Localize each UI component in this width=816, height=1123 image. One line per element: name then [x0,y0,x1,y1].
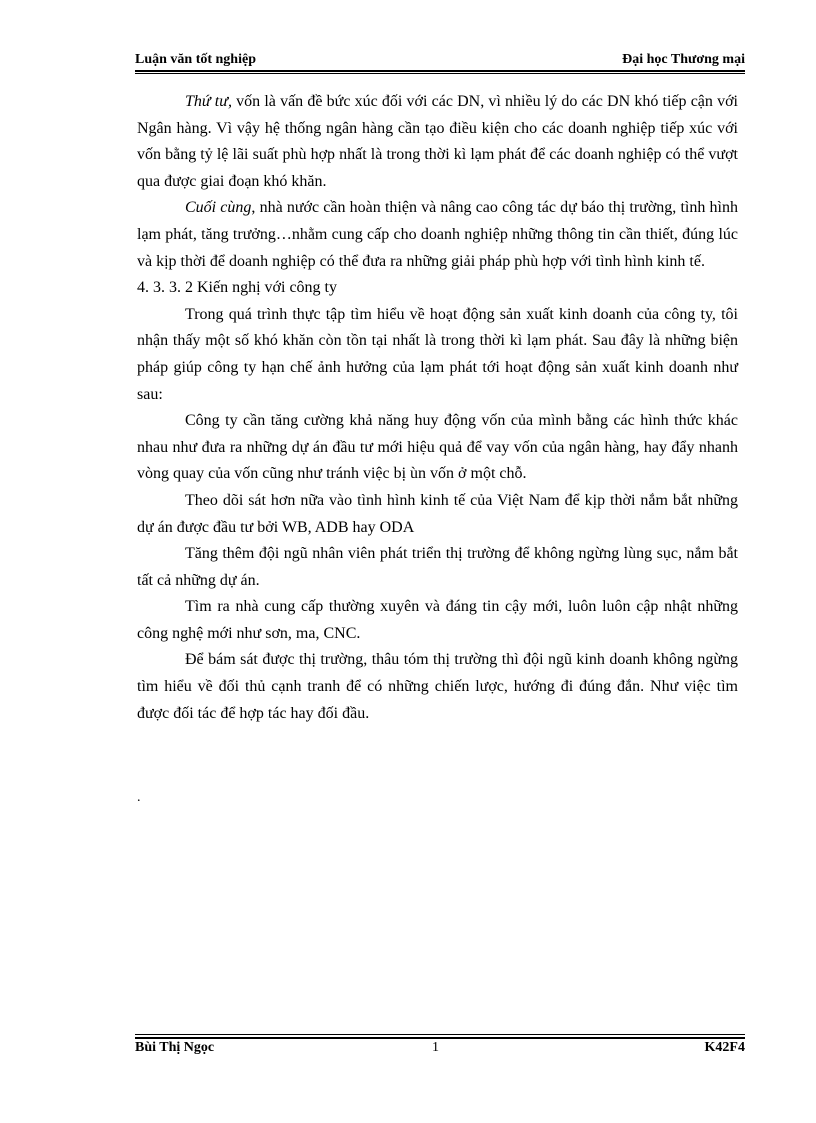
header-university-label: Đại học Thương mại [622,52,745,67]
paragraph: Tăng thêm đội ngũ nhân viên phát triển thị trường để không ngừng lùng sục, nắm bắt tất cả những dự án. [137,545,738,589]
page-footer [135,1040,745,1060]
footer-page-number: 1 [432,1040,439,1055]
paragraph: Tìm ra nhà cung cấp thường xuyên và đáng tin cậy mới, luôn luôn cập nhật những công nghệ mới như sơn, ma, CNC. [137,598,738,642]
paragraph: Theo dõi sát hơn nữa vào tình hình kinh tế của Việt Nam để kịp thời nắm bắt những dự án được đầu tư bởi WB, ADB hay ODA [137,491,738,536]
paragraph-text: vốn là vấn đề bức xúc đối với các DN, vì nhiều lý do các DN khó tiếp cận với Ngân hàng. Vì vậy hệ thống ngân hàng cần tạo điều kiện cho các doanh nghiệp tiếp xúc với vốn bằng tỷ lệ lãi suất phù hợp nhất là trong thời kì lạm phát để các doanh nghiệp có thể vượt qua được giai đoạn khó khăn. [137,93,739,190]
section-heading: 4. 3. 3. 2 Kiến nghị với công ty [137,279,337,297]
footer-author: Bùi Thị Ngọc [135,1040,215,1055]
paragraph-text: , nhà nước cần hoàn thiện và nâng cao công tác dự báo thị trường, tình hình lạm phát, tăng trưởng…nhằm cung cấp cho doanh nghiệp những thông tin cần thiết, đúng lúc và kịp thời để doanh nghiệp có thể đưa ra những giải pháp phù hợp với tình hình kinh tế. [137,199,738,270]
paragraph-lead-thu-tu: Thứ tư, [185,93,232,110]
header-rule-thick [135,70,745,72]
page-header [135,50,745,70]
footer-rule-thick [135,1037,745,1039]
paragraph-cuoi-cung [137,195,738,275]
paragraph-lead-cuoi-cung: Cuối cùng [185,199,252,217]
trailing-mark: . [137,790,141,805]
paragraph: Công ty cần tăng cường khả năng huy động vốn của mình bằng các hình thức khác nhau như đưa ra những dự án đầu tư mới hiệu quả để vay vốn của ngân hàng, hay đẩy nhanh vòng quay của vốn cũng như tránh việc bị ùn vốn ở một chỗ. [137,412,738,483]
paragraph: Trong quá trình thực tập tìm hiểu về hoạt động sản xuất kinh doanh của công ty, tôi nhận thấy một số khó khăn còn tồn tại nhất là trong thời kì lạm phát. Sau đây là những biện pháp giúp công ty hạn chế ảnh hưởng của lạm phát tới hoạt động sản xuất kinh doanh như sau: [137,305,738,403]
paragraph: Để bám sát được thị trường, thâu tóm thị trường thì đội ngũ kinh doanh không ngừng tìm hiểu về đối thủ cạnh tranh để có những chiến lược, hướng đi đúng đắn. Như việc tìm được đối tác để hợp tác hay đối đầu. [137,651,738,722]
footer-rule-thin [135,1034,745,1035]
header-rule-thin [135,73,745,74]
header-thesis-label: Luận văn tốt nghiệp [135,52,256,67]
footer-class-code: K42F4 [704,1040,745,1055]
paragraph-thu-tu [137,89,738,195]
document-body [137,89,738,727]
